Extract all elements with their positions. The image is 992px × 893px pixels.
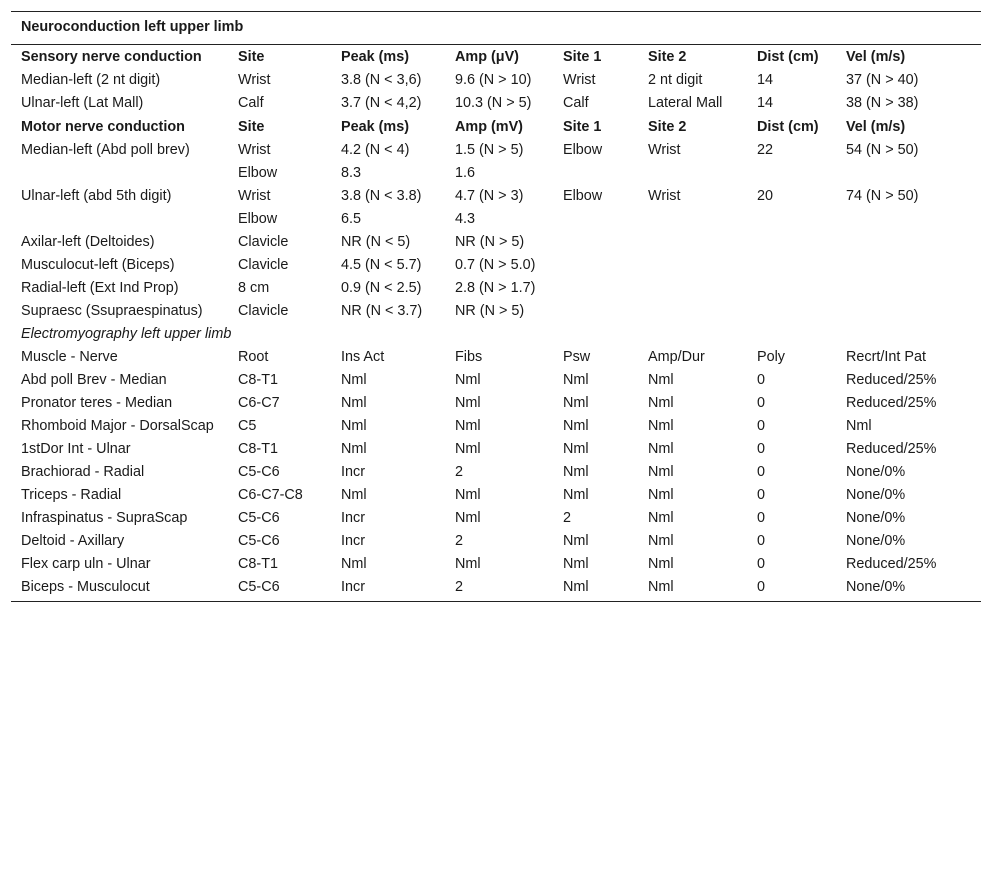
cell [836, 300, 981, 323]
cell: NR (N < 5) [341, 234, 411, 250]
header-cell: Peak (ms) [341, 49, 409, 65]
cell: Reduced/25% [846, 372, 937, 388]
cell [836, 277, 981, 300]
emg-header-row [11, 346, 981, 369]
table-row [11, 300, 981, 323]
cell: Incr [341, 464, 365, 480]
cell: Wrist [238, 72, 271, 88]
cell: 8.3 [341, 165, 362, 181]
table-row [11, 369, 981, 392]
cell: 0 [757, 510, 766, 526]
cell: Elbow [563, 188, 603, 204]
header-cell: Site [238, 49, 265, 65]
cell: 3.8 (N < 3.8) [341, 188, 422, 204]
cell: Nml [648, 464, 674, 480]
cell: Nml [341, 441, 367, 457]
cell: 2 [563, 510, 572, 526]
header-cell: Site 2 [648, 49, 687, 65]
cell: C5 [238, 418, 257, 434]
cell: Reduced/25% [846, 395, 937, 411]
cell: None/0% [846, 464, 906, 480]
cell: Nml [648, 395, 674, 411]
emg-section-row [11, 323, 981, 346]
header-cell: Amp (mV) [455, 119, 523, 135]
cell: Nml [648, 533, 674, 549]
cell: Elbow [563, 142, 603, 158]
cell [638, 277, 747, 300]
cell: 0.7 (N > 5.0) [455, 257, 536, 273]
cell: 14 [757, 95, 774, 111]
cell: 4.5 (N < 5.7) [341, 257, 422, 273]
cell: Clavicle [238, 234, 289, 250]
table-title-row [11, 12, 981, 45]
cell: Nml [563, 556, 589, 572]
cell [747, 277, 836, 300]
cell: Triceps - Radial [21, 487, 122, 503]
table-row [11, 415, 981, 438]
cell: Nml [455, 372, 481, 388]
cell: Clavicle [238, 303, 289, 319]
cell: Nml [455, 556, 481, 572]
cell [553, 300, 638, 323]
cell: Wrist [563, 72, 596, 88]
cell [747, 162, 836, 185]
emg-section-title: Electromyography left upper limb [21, 326, 232, 342]
table-row [11, 277, 981, 300]
cell: None/0% [836, 576, 981, 602]
cell: Ulnar-left (Lat Mall) [21, 95, 144, 111]
header-cell: Root [238, 349, 269, 365]
cell: 37 (N > 40) [846, 72, 919, 88]
cell: None/0% [846, 487, 906, 503]
header-cell: Recrt/Int Pat [846, 349, 926, 365]
cell: Brachiorad - Radial [21, 464, 145, 480]
cell: 0 [757, 464, 766, 480]
cell: Nml [341, 372, 367, 388]
cell: Elbow [238, 165, 278, 181]
cell: C8-T1 [238, 441, 278, 457]
cell: NR (N > 5) [455, 303, 525, 319]
cell: Nml [341, 395, 367, 411]
cell: Supraesc (Ssupraespinatus) [21, 303, 203, 319]
table-row [11, 576, 981, 602]
cell: C5-C6 [238, 533, 280, 549]
cell: Nml [648, 556, 674, 572]
cell: 20 [757, 188, 774, 204]
cell [747, 231, 836, 254]
cell: 38 (N > 38) [846, 95, 919, 111]
header-cell: Fibs [455, 349, 483, 365]
cell [836, 254, 981, 277]
table-row [11, 92, 981, 115]
cell: Median-left (Abd poll brev) [21, 142, 190, 158]
cell: C8-T1 [238, 372, 278, 388]
cell: Reduced/25% [846, 556, 937, 572]
cell: Axilar-left (Deltoides) [21, 234, 155, 250]
table-row [11, 254, 981, 277]
header-cell: Poly [757, 349, 785, 365]
cell: Abd poll Brev - Median [21, 372, 167, 388]
cell: 0 [757, 556, 766, 572]
table-row [11, 553, 981, 576]
cell: 0 [757, 441, 766, 457]
cell [747, 300, 836, 323]
cell: Nml [638, 576, 747, 602]
cell: Wrist [648, 188, 681, 204]
cell: Nml [563, 533, 589, 549]
header-cell: Site 1 [563, 119, 602, 135]
cell: Pronator teres - Median [21, 395, 173, 411]
header-cell: Vel (m/s) [846, 49, 906, 65]
cell: Incr [331, 576, 445, 602]
cell: Nml [455, 441, 481, 457]
cell: 8 cm [238, 280, 270, 296]
cell: Nml [563, 464, 589, 480]
header-cell: Ins Act [341, 349, 385, 365]
cell: 0 [747, 576, 836, 602]
header-cell: Site 1 [563, 49, 602, 65]
cell: Nml [563, 372, 589, 388]
cell: 4.7 (N > 3) [455, 188, 524, 204]
header-cell: Psw [563, 349, 591, 365]
header-cell: Muscle - Nerve [21, 349, 118, 365]
table-row [11, 461, 981, 484]
cell: NR (N < 3.7) [341, 303, 423, 319]
cell: Biceps - Musculocut [11, 576, 228, 602]
cell: 3.8 (N < 3,6) [341, 72, 422, 88]
motor-header-row [11, 115, 981, 139]
cell [553, 277, 638, 300]
table-row [11, 231, 981, 254]
cell: 6.5 [341, 211, 362, 227]
cell: Nml [648, 510, 674, 526]
cell [638, 162, 747, 185]
cell: Wrist [238, 188, 271, 204]
cell [553, 208, 638, 231]
cell: Nml [455, 487, 481, 503]
table-row [11, 530, 981, 553]
cell: Nml [648, 441, 674, 457]
cell: Wrist [648, 142, 681, 158]
cell: NR (N > 5) [455, 234, 525, 250]
cell: Nml [846, 418, 872, 434]
cell: Radial-left (Ext Ind Prop) [21, 280, 179, 296]
cell: 2.8 (N > 1.7) [455, 280, 536, 296]
cell: C8-T1 [238, 556, 278, 572]
cell: 54 (N > 50) [846, 142, 919, 158]
cell: C6-C7 [238, 395, 280, 411]
cell: 9.6 (N > 10) [455, 72, 532, 88]
cell: C5-C6 [228, 576, 331, 602]
cell: 4.3 [455, 211, 476, 227]
cell: Incr [341, 510, 365, 526]
cell: Lateral Mall [648, 95, 723, 111]
cell: Nml [455, 395, 481, 411]
cell: Flex carp uln - Ulnar [21, 556, 151, 572]
cell: Nml [648, 418, 674, 434]
header-cell: Dist (cm) [757, 49, 819, 65]
cell: Nml [341, 556, 367, 572]
cell [638, 208, 747, 231]
table-row [11, 162, 981, 185]
cell: 0 [757, 487, 766, 503]
cell: 0 [757, 418, 766, 434]
cell: 0.9 (N < 2.5) [341, 280, 422, 296]
table-container [11, 11, 981, 602]
table-row [11, 484, 981, 507]
cell: 74 (N > 50) [846, 188, 919, 204]
cell: C6-C7-C8 [238, 487, 303, 503]
table-row [11, 208, 981, 231]
cell: Nml [455, 510, 481, 526]
cell: 0 [757, 533, 766, 549]
cell: Nml [341, 418, 367, 434]
header-cell: Dist (cm) [757, 119, 819, 135]
cell: Elbow [238, 211, 278, 227]
cell [638, 300, 747, 323]
cell: Ulnar-left (abd 5th digit) [21, 188, 172, 204]
cell: Deltoid - Axillary [21, 533, 125, 549]
header-cell: Sensory nerve conduction [21, 49, 202, 65]
table-row [11, 185, 981, 208]
cell [836, 208, 981, 231]
cell [638, 231, 747, 254]
cell: Nml [455, 418, 481, 434]
cell: None/0% [846, 510, 906, 526]
cell [836, 231, 981, 254]
cell: Rhomboid Major - DorsalScap [21, 418, 214, 434]
cell: C5-C6 [238, 510, 280, 526]
cell: Median-left (2 nt digit) [21, 72, 161, 88]
table-row [11, 69, 981, 92]
cell: 22 [757, 142, 774, 158]
cell [553, 162, 638, 185]
table-row [11, 392, 981, 415]
header-cell: Amp/Dur [648, 349, 705, 365]
cell: 14 [757, 72, 774, 88]
header-cell: Vel (m/s) [846, 119, 906, 135]
neuroconduction-table [11, 11, 981, 602]
sensory-header-row [11, 45, 981, 70]
cell: None/0% [846, 533, 906, 549]
cell: Calf [563, 95, 589, 111]
cell [638, 254, 747, 277]
cell: Nml [341, 487, 367, 503]
cell [553, 231, 638, 254]
header-cell: Site 2 [648, 119, 687, 135]
cell: Wrist [238, 142, 271, 158]
cell: Incr [341, 533, 365, 549]
cell: 1.6 [455, 165, 476, 181]
cell [836, 162, 981, 185]
cell: 4.2 (N < 4) [341, 142, 410, 158]
cell: Nml [563, 395, 589, 411]
header-cell: Motor nerve conduction [21, 119, 185, 135]
cell [11, 208, 228, 231]
cell: Nml [648, 487, 674, 503]
cell: C5-C6 [238, 464, 280, 480]
cell: Infraspinatus - SupraScap [21, 510, 188, 526]
cell: Reduced/25% [846, 441, 937, 457]
cell: 2 nt digit [648, 72, 703, 88]
cell: Calf [238, 95, 264, 111]
table-row [11, 139, 981, 162]
table-row [11, 438, 981, 461]
cell: 0 [757, 372, 766, 388]
cell: Nml [563, 487, 589, 503]
cell: Nml [563, 441, 589, 457]
cell: Nml [563, 418, 589, 434]
cell: Nml [553, 576, 638, 602]
cell [11, 162, 228, 185]
cell: 10.3 (N > 5) [455, 95, 532, 111]
cell: 3.7 (N < 4,2) [341, 95, 422, 111]
cell: 2 [445, 576, 553, 602]
cell: 0 [757, 395, 766, 411]
cell: 2 [455, 533, 464, 549]
table-row [11, 507, 981, 530]
header-cell: Amp (μV) [455, 49, 519, 65]
header-cell: Site [238, 119, 265, 135]
header-cell: Peak (ms) [341, 119, 409, 135]
cell: Nml [648, 372, 674, 388]
cell [553, 254, 638, 277]
cell: 2 [455, 464, 464, 480]
cell [747, 254, 836, 277]
cell: Musculocut-left (Biceps) [21, 257, 175, 273]
cell: Clavicle [238, 257, 289, 273]
cell [747, 208, 836, 231]
cell: 1stDor Int - Ulnar [21, 441, 131, 457]
table-title: Neuroconduction left upper limb [11, 12, 981, 45]
cell: 1.5 (N > 5) [455, 142, 524, 158]
